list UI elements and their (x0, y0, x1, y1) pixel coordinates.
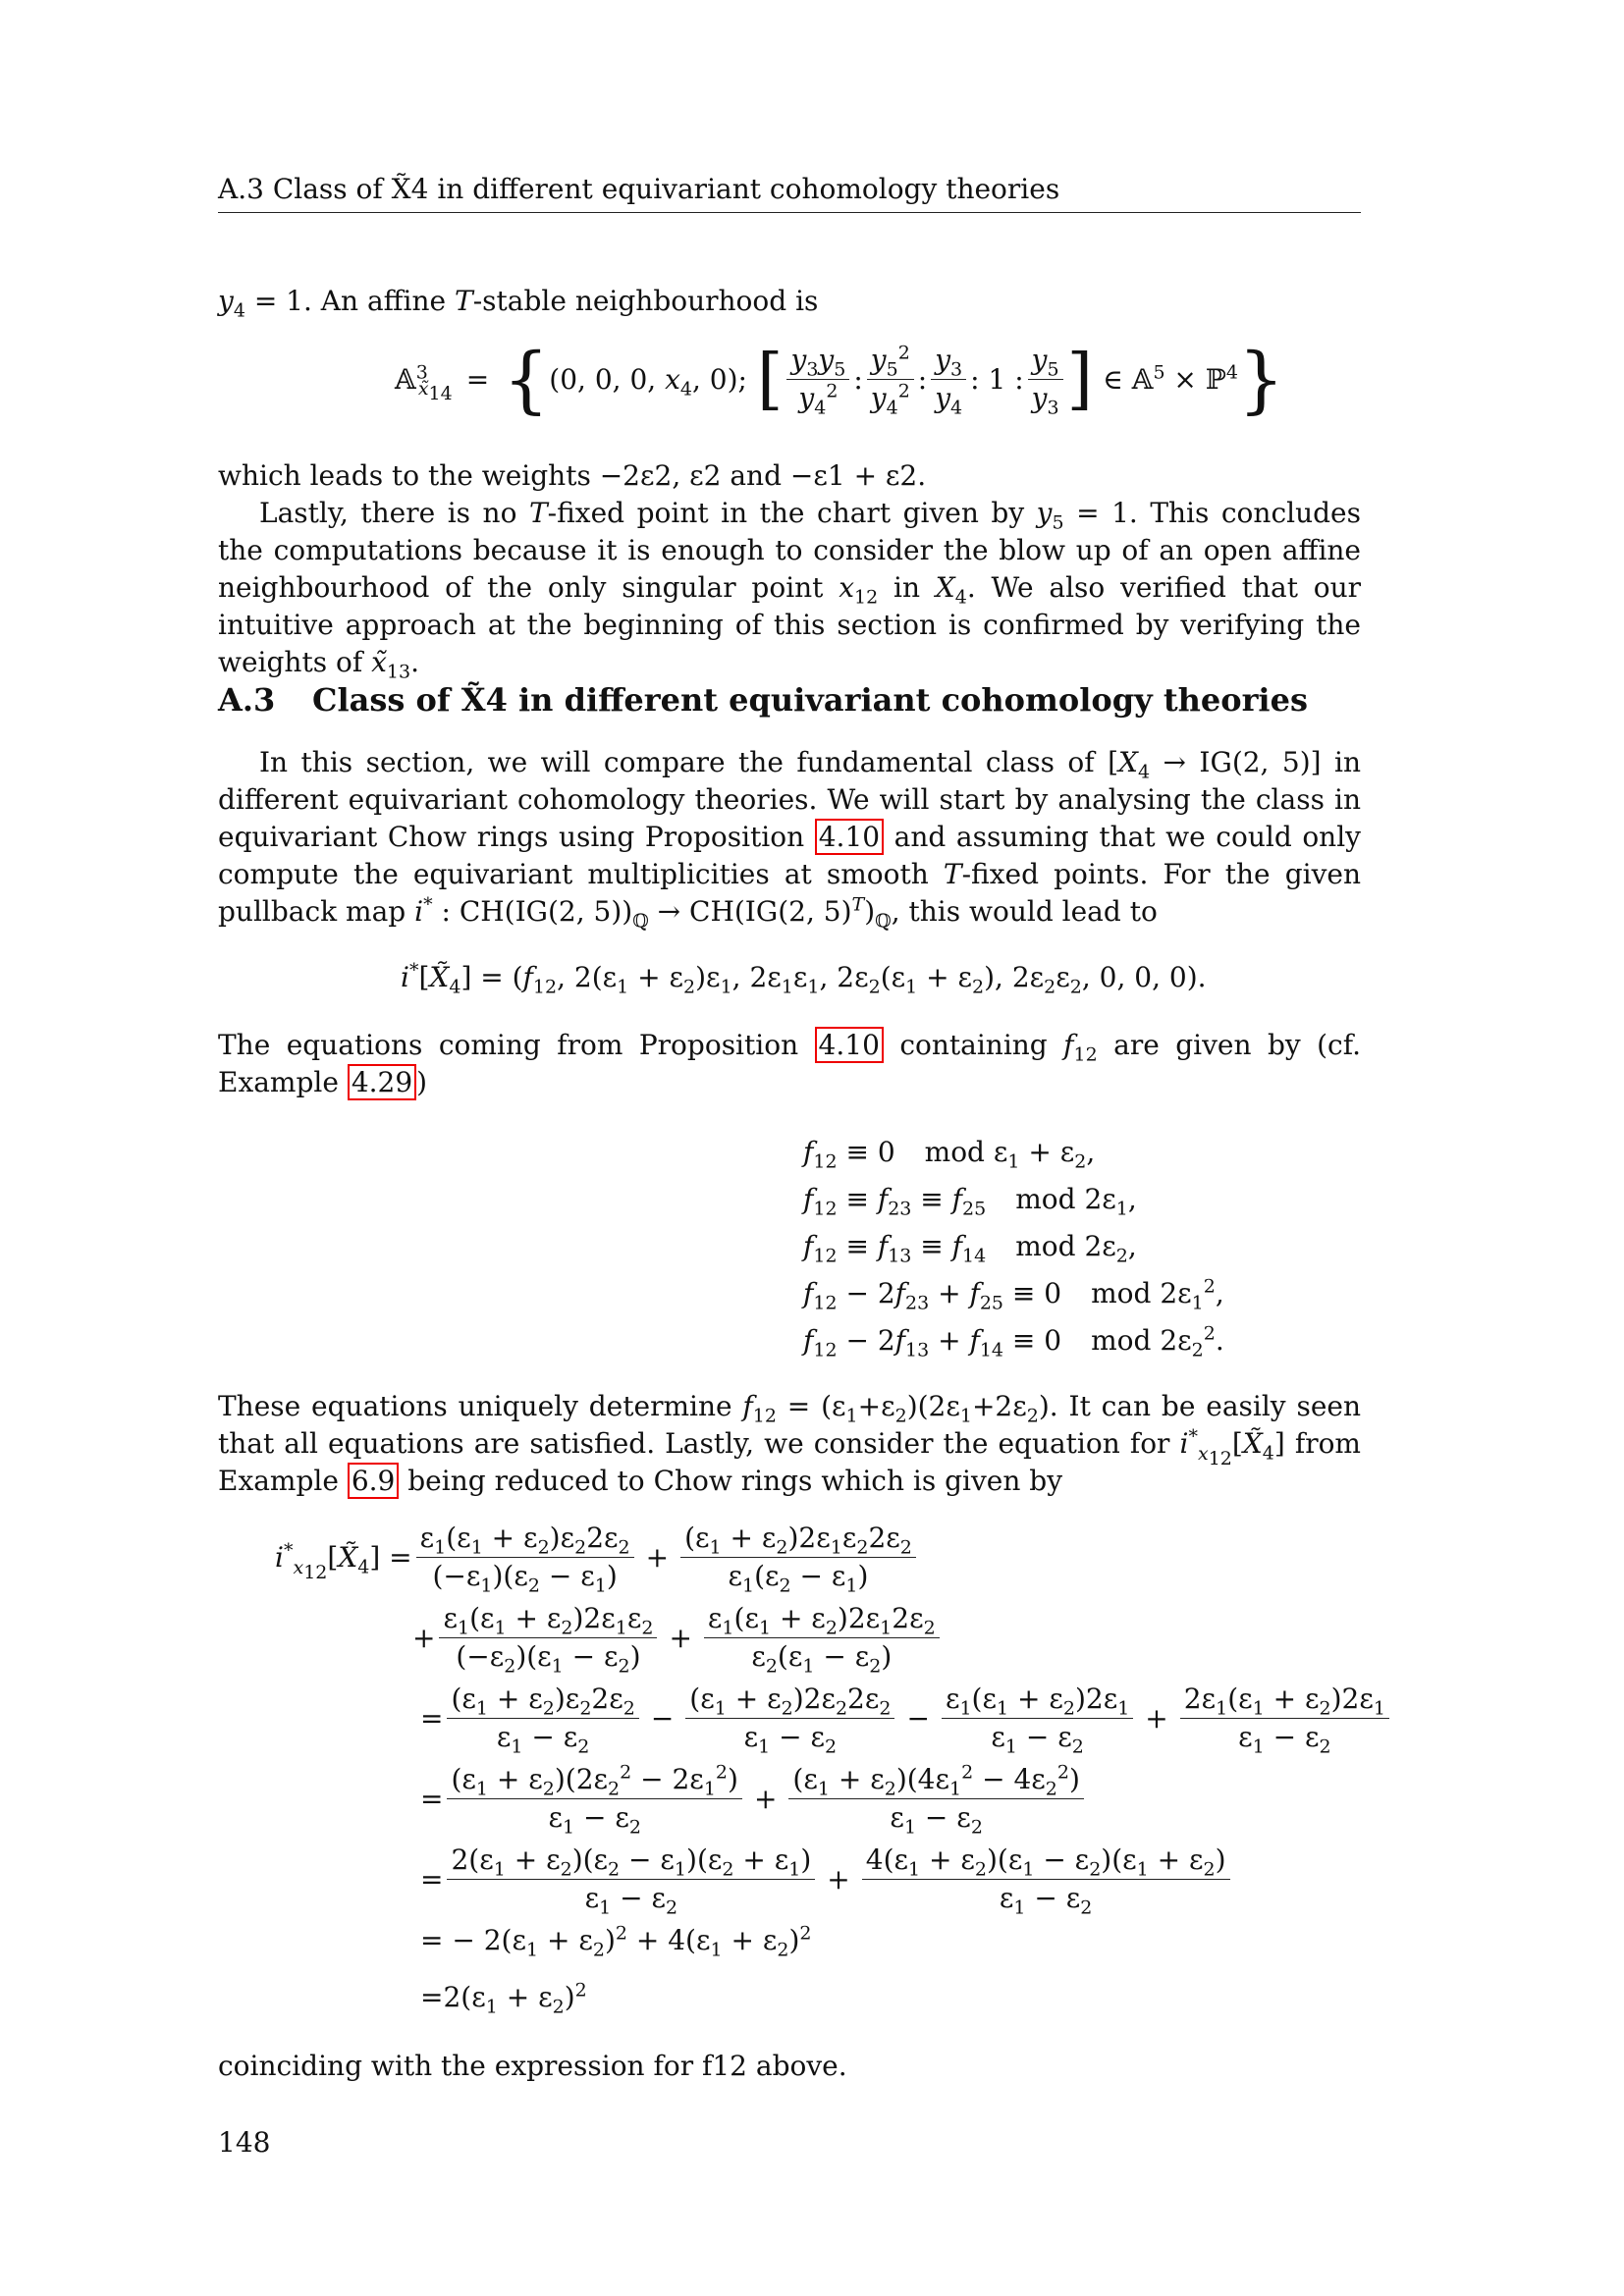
section-title: Class of X̃4 in different equivariant cohomology theories (312, 681, 1308, 719)
derivation-line-1: $i^*_{x_{12}}[X̃_4]$ = $\frac{\varepsilon_1(\varepsilon_1 + \varepsilon_2)\varepsilon_22\varepsilon_2}{(-\varepsilon_1)(\varepsilon_2 - \varepsilon_1)}$ + $\frac{(\varepsilon_1 + \varepsilon_2)2\varepsilon_1\varepsilon_22\varepsilon_2}{\varepsilon_1(\varepsilon_2 - \varepsilon_1)}$ (275, 1520, 920, 1595)
closing-sentence: coinciding with the expression for f12 above. (218, 2050, 847, 2082)
equation-system: $f_{12} \equiv 0$ mod $\varepsilon_1 + \varepsilon_2$, $f_{12} \equiv f_{23} \equiv f_{25}$ mod $2\varepsilon_1$, $f_{12} \equiv f_{13} \equiv f_{14}$ mod $2\varepsilon_2$, $f_{12} - 2f_{23} + f_{25} \equiv 0$ mod $2\varepsilon_1^2$, $f_{12} - 2f_{13} + f_{14} \equiv 0$ mod $2\varepsilon_2^2$. (803, 1136, 1224, 1362)
derivation-line-2: + $\frac{\varepsilon_1(\varepsilon_1 + \varepsilon_2)2\varepsilon_1\varepsilon_2}{(-\varepsilon_2)(\varepsilon_1 - \varepsilon_2)}$ + $\frac{\varepsilon_1(\varepsilon_1 + \varepsilon_2)2\varepsilon_12\varepsilon_2}{\varepsilon_2(\varepsilon_1 - \varepsilon_2)}$ (412, 1600, 944, 1676)
equation-pullback: $i^*[X̃_4] = (f_{12}$, $2(\varepsilon_1 + \varepsilon_2)\varepsilon_1$, $2\varepsilon_1\varepsilon_1$, $2\varepsilon_2(\varepsilon_1 + \varepsilon_2)$, $2\varepsilon_2\varepsilon_2$, 0, 0, 0). (401, 959, 1207, 998)
paragraph-equations: The equations coming from Proposition 4.10 containing $f_{12}$ are given by (cf. Example 4.29 ) (218, 1029, 1362, 1098)
section-heading (218, 681, 1308, 719)
weights-sentence: which leads to the weights −2ε2, ε2 and −ε1 + ε2. (218, 459, 927, 492)
page-number: 148 (218, 2126, 271, 2159)
paragraph-lastly: Lastly, there is no T-fixed point in the chart given by $y_5 = 1$. This concludes the computations because it is enough to consider the blow up of an open affine neighbourhood of the only singular point $x_{12}$ in $X_4$. We also verified that our intuitive approach at the beginning of this section is confirmed by verifying the weights of $x̃_{13}$. (218, 497, 1362, 683)
derivation-line-6: = − $2(\varepsilon_1 + \varepsilon_2)^2 + 4(\varepsilon_1 + \varepsilon_2)^2$ (420, 1922, 812, 1961)
ref-example-link-2[interactable]: 6.9 (348, 1463, 400, 1499)
paragraph-determine: These equations uniquely determine $f_{12} = (\varepsilon_1+\varepsilon_2)(2\varepsilon_1+2\varepsilon_2)$. It can be easily seen that all equations are satisfied. Lastly, we consider the equation for $i^*_{x_{12}}[X̃_4]$ from Example 6.9 being reduced to Chow rings which is given by (218, 1390, 1361, 1497)
ref-proposition-link[interactable]: 4.10 (815, 819, 884, 855)
running-head (218, 173, 1361, 205)
paragraph-compare: In this section, we will compare the fundamental class of [$X_4 \to IG(2$, 5)] in different equivariant cohomology theories. We will start by analysing the class in equivariant Chow rings using Proposition 4.10 and assuming that we could only compute the equivariant multiplicities at smooth T-fixed points. For the given pullback map i* : CH(IG(2, $5))_ℚ \to CH(IG(2$, $5)^T)_ℚ$, this would lead to (218, 746, 1361, 933)
equation-derivation (275, 1520, 1385, 2030)
intro-line: $y_4 = 1$. An affine T-stable neighbourhood is (218, 285, 819, 322)
equation-affine-neighbourhood: 𝔸$^3_{x̃_{14}}$ = { (0, 0, 0, $x_4$, 0); [ $\frac{y_3y_5}{y_4^2}$ : $\frac{y_5^2}{y_4^2}$ : $\frac{y_3}{y_4}$ : 1 : $\frac{y_5}{y_3}$ ] ∈ 𝔸$^5$ × ℙ$^4$ } (395, 337, 1285, 422)
derivation-line-7: $=2(\varepsilon_1 + \varepsilon_2)^2$ (420, 1979, 587, 2018)
ref-proposition-link-2[interactable]: 4.10 (815, 1027, 884, 1063)
section-number: A.3 (218, 681, 276, 719)
paper-page (218, 0, 1385, 2296)
derivation-line-3: = $\frac{(\varepsilon_1 + \varepsilon_2)\varepsilon_22\varepsilon_2}{\varepsilon_1 - \varepsilon_2}$ − $\frac{(\varepsilon_1 + \varepsilon_2)2\varepsilon_22\varepsilon_2}{\varepsilon_1 - \varepsilon_2}$ − $\frac{\varepsilon_1(\varepsilon_1 + \varepsilon_2)2\varepsilon_1}{\varepsilon_1 - \varepsilon_2}$ + $\frac{2\varepsilon_1(\varepsilon_1 + \varepsilon_2)2\varepsilon_1}{\varepsilon_1 - \varepsilon_2}$ (420, 1681, 1393, 1756)
derivation-line-5: = $\frac{2(\varepsilon_1 + \varepsilon_2)(\varepsilon_2 - \varepsilon_1)(\varepsilon_2 + \varepsilon_1)}{\varepsilon_1 - \varepsilon_2}$ + $\frac{4(\varepsilon_1 + \varepsilon_2)(\varepsilon_1 - \varepsilon_2)(\varepsilon_1 + \varepsilon_2)}{\varepsilon_1 - \varepsilon_2}$ (420, 1842, 1234, 1917)
derivation-line-4: = $\frac{(\varepsilon_1 + \varepsilon_2)(2\varepsilon_2^2 - 2\varepsilon_1^2)}{\varepsilon_1 - \varepsilon_2}$ + $\frac{(\varepsilon_1 + \varepsilon_2)(4\varepsilon_1^2 - 4\varepsilon_2^2)}{\varepsilon_1 - \varepsilon_2}$ (420, 1761, 1088, 1837)
running-head-text: A.3 Class of X̃4 in different equivariant cohomology theories (218, 173, 1060, 205)
header-rule (218, 212, 1361, 213)
ref-example-link[interactable]: 4.29 (348, 1064, 416, 1100)
